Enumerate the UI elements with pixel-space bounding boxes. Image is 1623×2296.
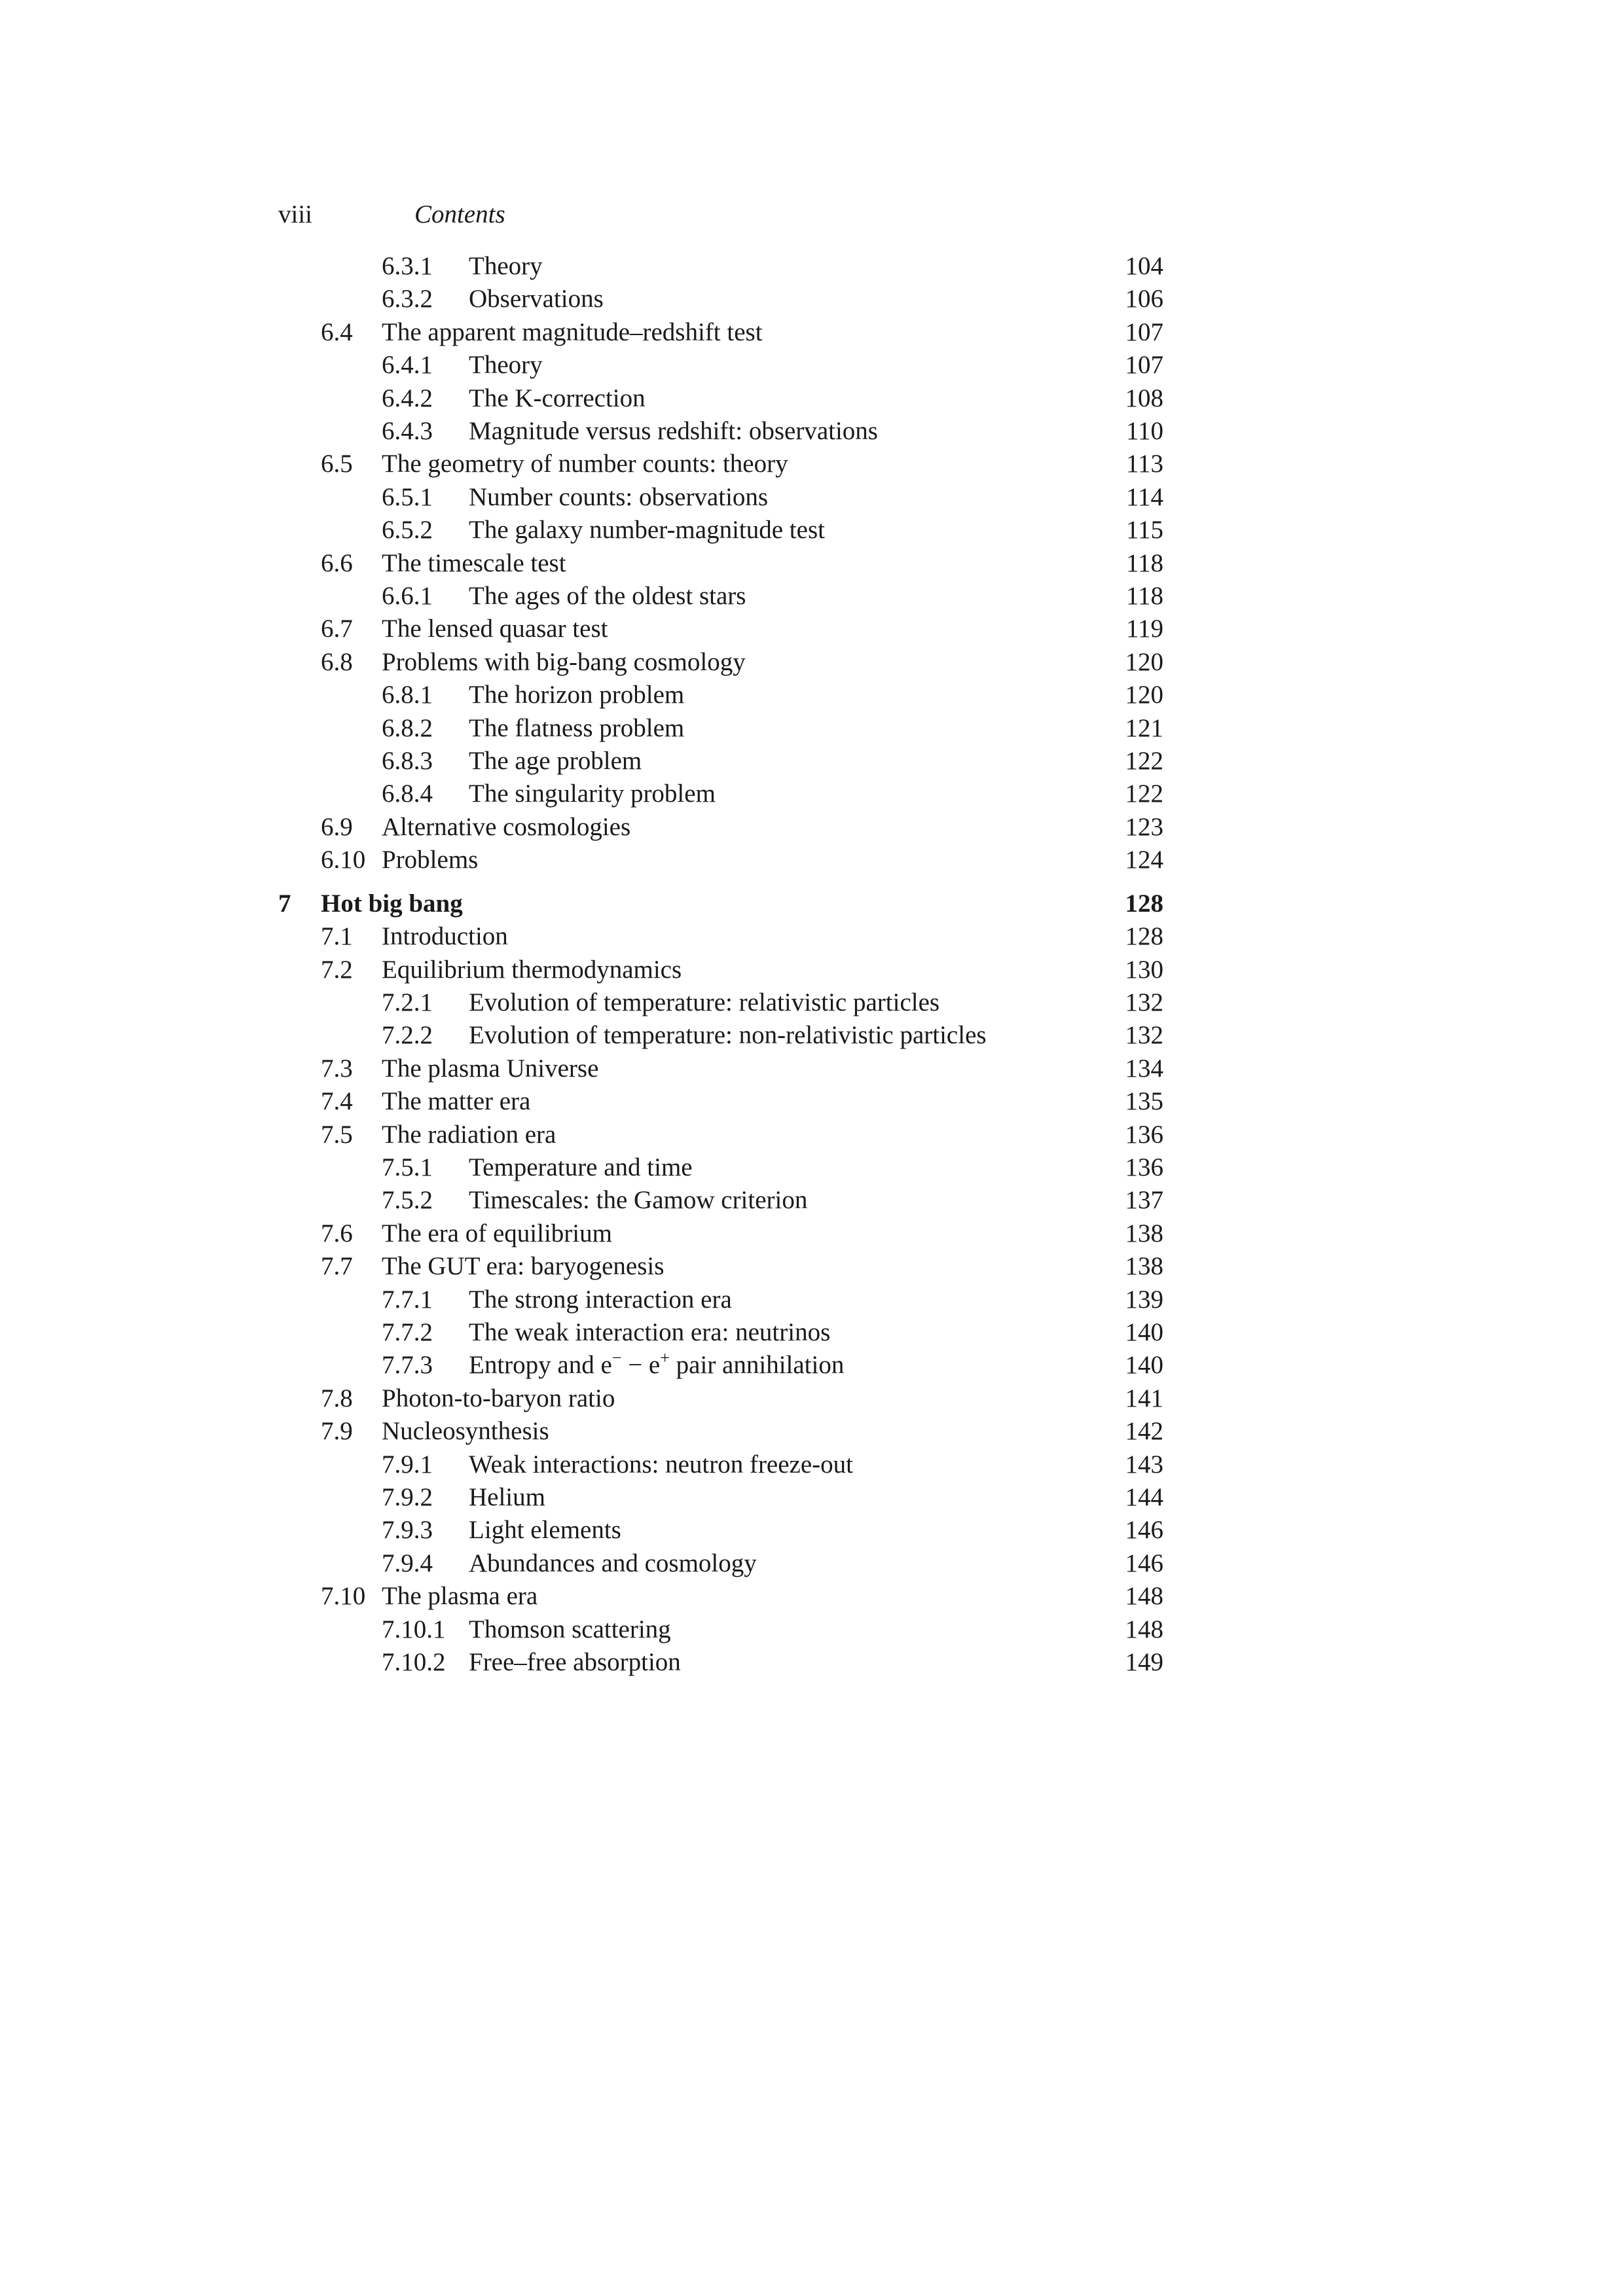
toc-entry-title: Nucleosynthesis	[382, 1417, 549, 1446]
toc-entry-title: The ages of the oldest stars	[469, 582, 746, 610]
toc-entry-page: 106	[1125, 285, 1163, 314]
toc-entry-number: 6.3.2	[382, 285, 433, 314]
toc-entry-page: 130	[1125, 955, 1163, 984]
toc-entry-page: 124	[1125, 846, 1163, 874]
toc-entry	[0, 1119, 1623, 1151]
toc-entry-number: 6.8.1	[382, 681, 433, 709]
toc-entry	[0, 1481, 1623, 1514]
toc-entry-title: The weak interaction era: neutrinos	[469, 1318, 831, 1346]
toc-entry-title: The matter era	[382, 1087, 531, 1116]
toc-entry-title: The GUT era: baryogenesis	[382, 1252, 665, 1281]
toc-entry-number: 6.7	[321, 615, 353, 643]
toc-entry	[0, 646, 1623, 679]
toc-entry	[0, 1646, 1623, 1679]
toc-entry-page: 115	[1125, 516, 1163, 545]
toc-entry-number: 6.3.1	[382, 252, 433, 280]
toc-entry-number: 7.7.1	[382, 1285, 433, 1314]
title-text: − e	[621, 1351, 661, 1380]
toc-entry-number: 7.2.2	[382, 1021, 433, 1050]
toc-entry-number: 7.9.1	[382, 1450, 433, 1479]
toc-entry	[0, 547, 1623, 580]
toc-entry-number: 6.8.2	[382, 713, 433, 742]
toc-entry	[0, 481, 1623, 514]
toc-entry-title: Timescales: the Gamow criterion	[469, 1186, 808, 1215]
toc-entry	[0, 1415, 1623, 1448]
toc-entry-number: 6.6.1	[382, 582, 433, 610]
toc-entry-number: 6.4.2	[382, 384, 433, 412]
toc-entry-number: 7.10.1	[382, 1615, 446, 1643]
toc-entry-title: Weak interactions: neutron freeze-out	[469, 1450, 853, 1479]
toc-entry-title: Theory	[469, 351, 543, 380]
toc-entry	[0, 514, 1623, 547]
toc-entry-number: 6.8	[321, 647, 353, 676]
toc-entry-number: 7.8	[321, 1384, 353, 1412]
toc-entry-page: 136	[1125, 1120, 1163, 1149]
toc-entry-number: 7.7.3	[382, 1351, 433, 1380]
toc-entry-page: 122	[1125, 747, 1163, 775]
toc-entry-title: Abundances and cosmology	[469, 1549, 757, 1577]
toc-entry-page: 122	[1125, 780, 1163, 808]
toc-entry-page: 121	[1125, 713, 1163, 742]
toc-entry-number: 7.3	[321, 1054, 353, 1083]
toc-entry	[0, 250, 1623, 283]
toc-entry-title: The galaxy number-magnitude test	[469, 516, 825, 545]
toc-entry-page: 120	[1125, 647, 1163, 676]
toc-entry-number: 7.10	[321, 1582, 366, 1611]
toc-entry-title: The radiation era	[382, 1120, 556, 1149]
toc-entry-number: 6.6	[321, 548, 353, 577]
toc-entry-title: The strong interaction era	[469, 1285, 732, 1314]
toc-entry-title: Number counts: observations	[469, 482, 769, 511]
toc-entry-title: Helium	[469, 1482, 545, 1511]
toc-entry-number: 7.6	[321, 1219, 353, 1247]
toc-entry-number: 7.7	[321, 1252, 353, 1281]
toc-entry-number: 6.9	[321, 812, 353, 841]
toc-entry-number: 6.4.1	[382, 351, 433, 380]
toc-entry	[0, 448, 1623, 480]
toc-entry	[0, 1547, 1623, 1580]
toc-entry-page: 134	[1125, 1054, 1163, 1083]
toc-entry	[0, 1184, 1623, 1217]
toc-entry-number: 7.2	[321, 955, 353, 984]
toc-entry-number: 7.7.2	[382, 1318, 433, 1346]
toc-entry-title: Temperature and time	[469, 1153, 693, 1181]
toc-entry-number: 6.5	[321, 450, 353, 478]
toc-entry	[0, 712, 1623, 745]
toc-entry	[0, 745, 1623, 778]
page-number: viii	[278, 200, 313, 228]
toc-entry-title: Equilibrium thermodynamics	[382, 955, 682, 984]
toc-entry-page: 108	[1125, 384, 1163, 412]
toc-entry	[0, 1019, 1623, 1052]
toc-entry-number: 6.8.4	[382, 780, 433, 808]
toc-entry-page: 137	[1125, 1186, 1163, 1215]
toc-entry-page: 141	[1125, 1384, 1163, 1412]
toc-entry-page: 107	[1125, 351, 1163, 380]
toc-entry-page: 118	[1125, 582, 1163, 610]
toc-entry-title: Free–free absorption	[469, 1647, 681, 1676]
toc-entry-number: 7	[278, 889, 291, 918]
toc-entry-number: 7.5.2	[382, 1186, 433, 1215]
toc-entry-title: Problems with big-bang cosmology	[382, 647, 746, 676]
toc-entry-number: 7.9	[321, 1417, 353, 1446]
toc-entry-title: Magnitude versus redshift: observations	[469, 417, 878, 445]
toc-entry-title: The era of equilibrium	[382, 1219, 612, 1247]
toc-entry-page: 148	[1125, 1582, 1163, 1611]
toc-entry-title: Evolution of temperature: non-relativistic particles	[469, 1021, 987, 1050]
toc-entry-page: 132	[1125, 988, 1163, 1016]
superscript-minus: −	[611, 1348, 622, 1368]
toc-entry	[0, 613, 1623, 645]
toc-entry-page: 149	[1125, 1647, 1163, 1676]
toc-entry	[0, 1613, 1623, 1646]
toc-entry-number: 6.10	[321, 846, 366, 874]
toc-entry	[0, 844, 1623, 876]
toc-entry-page: 118	[1125, 548, 1163, 577]
toc-entry-page: 113	[1125, 450, 1163, 478]
toc-entry-title: The plasma Universe	[382, 1054, 599, 1083]
toc-entry-page: 107	[1125, 317, 1163, 346]
toc-entry	[0, 415, 1623, 448]
toc-entry	[0, 1217, 1623, 1250]
toc-entry-page: 119	[1125, 615, 1163, 643]
toc-entry	[0, 382, 1623, 415]
toc-entry	[0, 580, 1623, 613]
toc-entry-title: Observations	[469, 285, 604, 314]
toc-entry-number: 7.10.2	[382, 1647, 446, 1676]
title-text: pair annihilation	[669, 1351, 845, 1380]
toc-entry	[0, 316, 1623, 349]
toc-entry-page: 143	[1125, 1450, 1163, 1479]
toc-entry-page: 136	[1125, 1153, 1163, 1181]
toc-entry-page: 128	[1125, 922, 1163, 951]
toc-entry	[0, 1316, 1623, 1349]
toc-entry	[0, 679, 1623, 711]
toc-entry-number: 7.9.4	[382, 1549, 433, 1577]
toc-entry	[0, 1514, 1623, 1547]
toc-entry-page: 138	[1125, 1219, 1163, 1247]
toc-entry-number: 7.9.2	[382, 1482, 433, 1511]
toc-entry-number: 7.9.3	[382, 1516, 433, 1545]
toc-entry-title	[469, 1349, 844, 1382]
toc-entry	[0, 1580, 1623, 1613]
toc-entry-page: 144	[1125, 1482, 1163, 1511]
toc-entry-page: 140	[1125, 1318, 1163, 1346]
toc-entry	[0, 811, 1623, 844]
toc-entry-title: Photon-to-baryon ratio	[382, 1384, 615, 1412]
toc-entry-title: The singularity problem	[469, 780, 716, 808]
toc-entry-title: The plasma era	[382, 1582, 538, 1611]
toc-entry-title: The timescale test	[382, 548, 566, 577]
toc-entry-title: The lensed quasar test	[382, 615, 608, 643]
toc-entry-number: 6.8.3	[382, 747, 433, 775]
toc-entry-page: 148	[1125, 1615, 1163, 1643]
toc-entry-title: Thomson scattering	[469, 1615, 671, 1643]
toc-entry-number: 6.5.1	[382, 482, 433, 511]
toc-entry-page: 139	[1125, 1285, 1163, 1314]
toc-entry-title: Hot big bang	[321, 889, 463, 918]
toc-entry-title: The apparent magnitude–redshift test	[382, 317, 763, 346]
toc-entry-number: 7.5.1	[382, 1153, 433, 1181]
toc-entry	[0, 1085, 1623, 1118]
toc-entry-page: 120	[1125, 681, 1163, 709]
superscript-plus: +	[660, 1348, 670, 1368]
toc-entry	[0, 1448, 1623, 1481]
toc-entry	[0, 954, 1623, 986]
toc-entry	[0, 283, 1623, 315]
toc-entry-title: Theory	[469, 252, 543, 280]
toc-entry	[0, 920, 1623, 953]
toc-entry-title: Evolution of temperature: relativistic particles	[469, 988, 940, 1016]
running-title: Contents	[414, 200, 505, 228]
toc-entry-title: Introduction	[382, 922, 508, 951]
toc-entry-title: The geometry of number counts: theory	[382, 450, 788, 478]
toc-entry	[0, 986, 1623, 1019]
toc-entry-page: 123	[1125, 812, 1163, 841]
toc-entry-title: Alternative cosmologies	[382, 812, 631, 841]
toc-entry-page: 142	[1125, 1417, 1163, 1446]
toc-entry-page: 146	[1125, 1516, 1163, 1545]
toc-entry-number: 6.4	[321, 317, 353, 346]
toc-entry-number: 6.5.2	[382, 516, 433, 545]
title-text: Entropy and e	[469, 1351, 612, 1380]
toc-entry	[0, 1283, 1623, 1316]
toc-entry-title: The flatness problem	[469, 713, 685, 742]
toc-entry	[0, 1382, 1623, 1415]
toc-entry-number: 7.4	[321, 1087, 353, 1116]
toc-entry	[0, 1052, 1623, 1085]
toc-entry-title: The horizon problem	[469, 681, 685, 709]
toc-entry	[0, 1151, 1623, 1184]
toc-entry-title: Light elements	[469, 1516, 621, 1545]
toc-entry-number: 7.2.1	[382, 988, 433, 1016]
toc-entry	[0, 888, 1623, 920]
toc-entry-page: 110	[1125, 417, 1163, 445]
toc-entry	[0, 778, 1623, 810]
toc-entry-page: 114	[1125, 482, 1163, 511]
toc-entry	[0, 1349, 1623, 1382]
toc-entry-number: 7.5	[321, 1120, 353, 1149]
toc-entry-title: The age problem	[469, 747, 642, 775]
toc-entry-title: The K-correction	[469, 384, 646, 412]
toc-entry-number: 6.4.3	[382, 417, 433, 445]
toc-entry-page: 135	[1125, 1087, 1163, 1116]
toc-entry-page: 128	[1125, 889, 1163, 918]
toc-entry-title: Problems	[382, 846, 479, 874]
toc-entry-number: 7.1	[321, 922, 353, 951]
toc-entry	[0, 349, 1623, 382]
toc-entry-page: 138	[1125, 1252, 1163, 1281]
toc-entry-page: 104	[1125, 252, 1163, 280]
toc-entry	[0, 1250, 1623, 1283]
toc-entry-page: 140	[1125, 1351, 1163, 1380]
toc-entry-page: 146	[1125, 1549, 1163, 1577]
toc-entry-page: 132	[1125, 1021, 1163, 1050]
